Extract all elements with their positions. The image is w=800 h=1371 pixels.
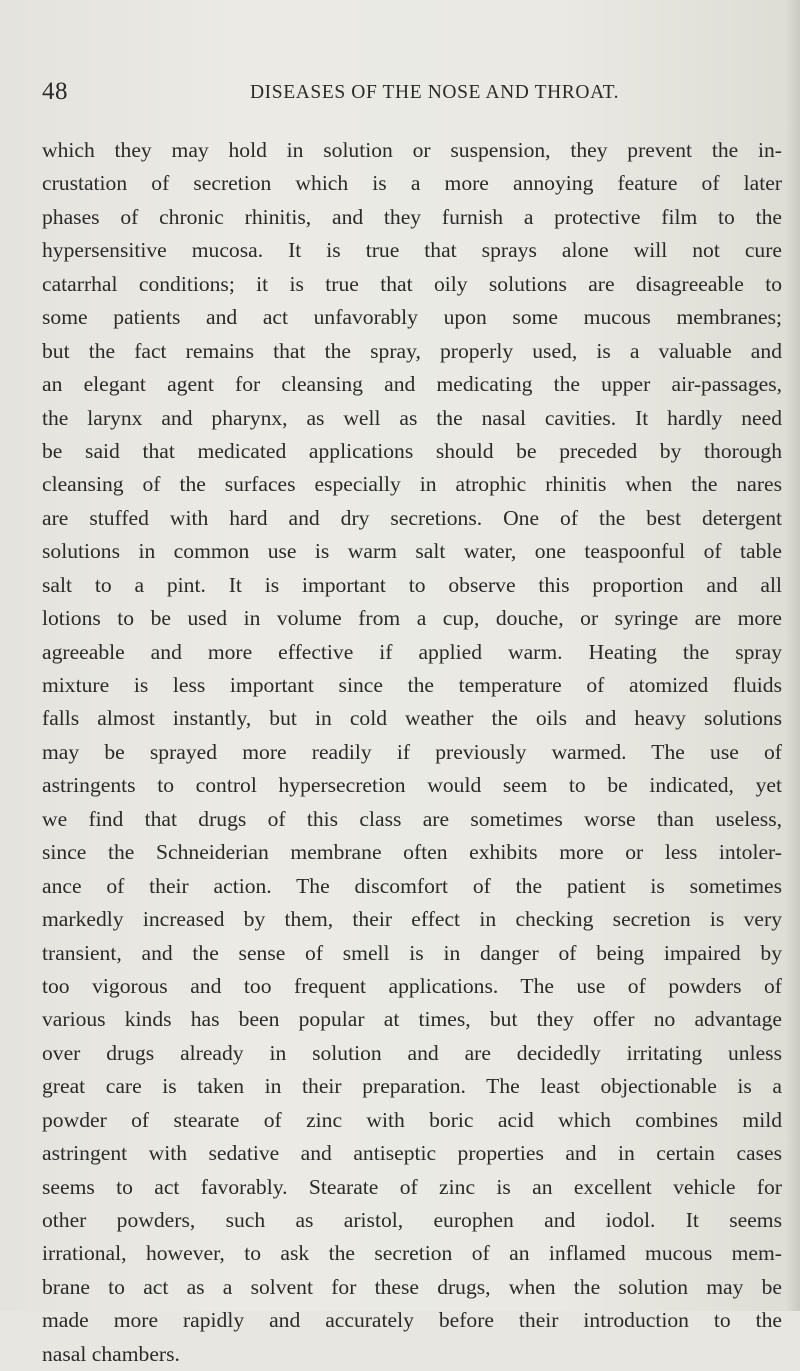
text-line: brane to act as a solvent for these drugs, when the solution may be (42, 1274, 782, 1299)
text-line: powder of stearate of zinc with boric acid which combines mild (42, 1107, 782, 1132)
text-line: phases of chronic rhinitis, and they furnish a protective film to the (42, 204, 782, 229)
text-line: made more rapidly and accurately before their introduction to the (42, 1308, 782, 1333)
page-header (42, 78, 762, 110)
text-line: an elegant agent for cleansing and medicating the upper air-passages, (42, 372, 782, 397)
text-line: too vigorous and too frequent applications. The use of powders of (42, 973, 782, 998)
running-title: DISEASES OF THE NOSE AND THROAT. (250, 82, 620, 103)
text-line: transient, and the sense of smell is in danger of being impaired by (42, 940, 782, 965)
text-line: agreeable and more effective if applied warm. Heating the spray (42, 639, 782, 664)
text-line: crustation of secretion which is a more annoying feature of later (42, 171, 782, 196)
text-line: which they may hold in solution or suspension, they prevent the in- (42, 138, 782, 162)
text-line: nasal chambers. (42, 1341, 180, 1366)
text-line: may be sprayed more readily if previously warmed. The use of (42, 739, 782, 764)
text-line: great care is taken in their preparation. The least objectionable is a (42, 1074, 782, 1099)
text-line: markedly increased by them, their effect in checking secretion is very (42, 907, 782, 932)
text-line: mixture is less important since the temperature of atomized fluids (42, 673, 782, 697)
text-line: cleansing of the surfaces especially in atrophic rhinitis when the nares (42, 472, 782, 497)
text-line: over drugs already in solution and are decidedly irritating unless (42, 1040, 782, 1065)
text-line: irrational, however, to ask the secretion of an inflamed mucous mem- (42, 1241, 782, 1266)
text-line: salt to a pint. It is important to observe this proportion and all (42, 572, 782, 597)
text-line: be said that medicated applications should be preceded by thorough (42, 438, 782, 463)
text-line: we find that drugs of this class are sometimes worse than useless, (42, 806, 782, 831)
text-line: hypersensitive mucosa. It is true that sprays alone will not cure (42, 238, 782, 263)
page-number: 48 (42, 78, 68, 105)
page-edge-shadow (786, 0, 800, 1311)
text-line: ance of their action. The discomfort of the patient is sometimes (42, 873, 782, 898)
text-line: but the fact remains that the spray, properly used, is a valuable and (42, 338, 782, 363)
text-line: falls almost instantly, but in cold weather the oils and heavy solutions (42, 706, 782, 731)
text-line: lotions to be used in volume from a cup, douche, or syringe are more (42, 606, 782, 631)
text-line: solutions in common use is warm salt water, one teaspoonful of table (42, 539, 782, 564)
body-paragraph (42, 134, 782, 1371)
text-line: since the Schneiderian membrane often exhibits more or less intoler- (42, 840, 782, 865)
text-line: other powders, such as aristol, europhen and iodol. It seems (42, 1208, 782, 1232)
text-line: seems to act favorably. Stearate of zinc is an excellent vehicle for (42, 1174, 782, 1199)
text-line: catarrhal conditions; it is true that oily solutions are disagreeable to (42, 271, 782, 296)
text-line: the larynx and pharynx, as well as the nasal cavities. It hardly need (42, 405, 782, 430)
text-line: are stuffed with hard and dry secretions. One of the best detergent (42, 505, 782, 530)
text-line: some patients and act unfavorably upon some mucous membranes; (42, 305, 782, 330)
text-line: astringent with sedative and antiseptic properties and in certain cases (42, 1141, 782, 1166)
text-line: various kinds has been popular at times, but they offer no advantage (42, 1007, 782, 1032)
text-line: astringents to control hypersecretion would seem to be indicated, yet (42, 773, 782, 798)
